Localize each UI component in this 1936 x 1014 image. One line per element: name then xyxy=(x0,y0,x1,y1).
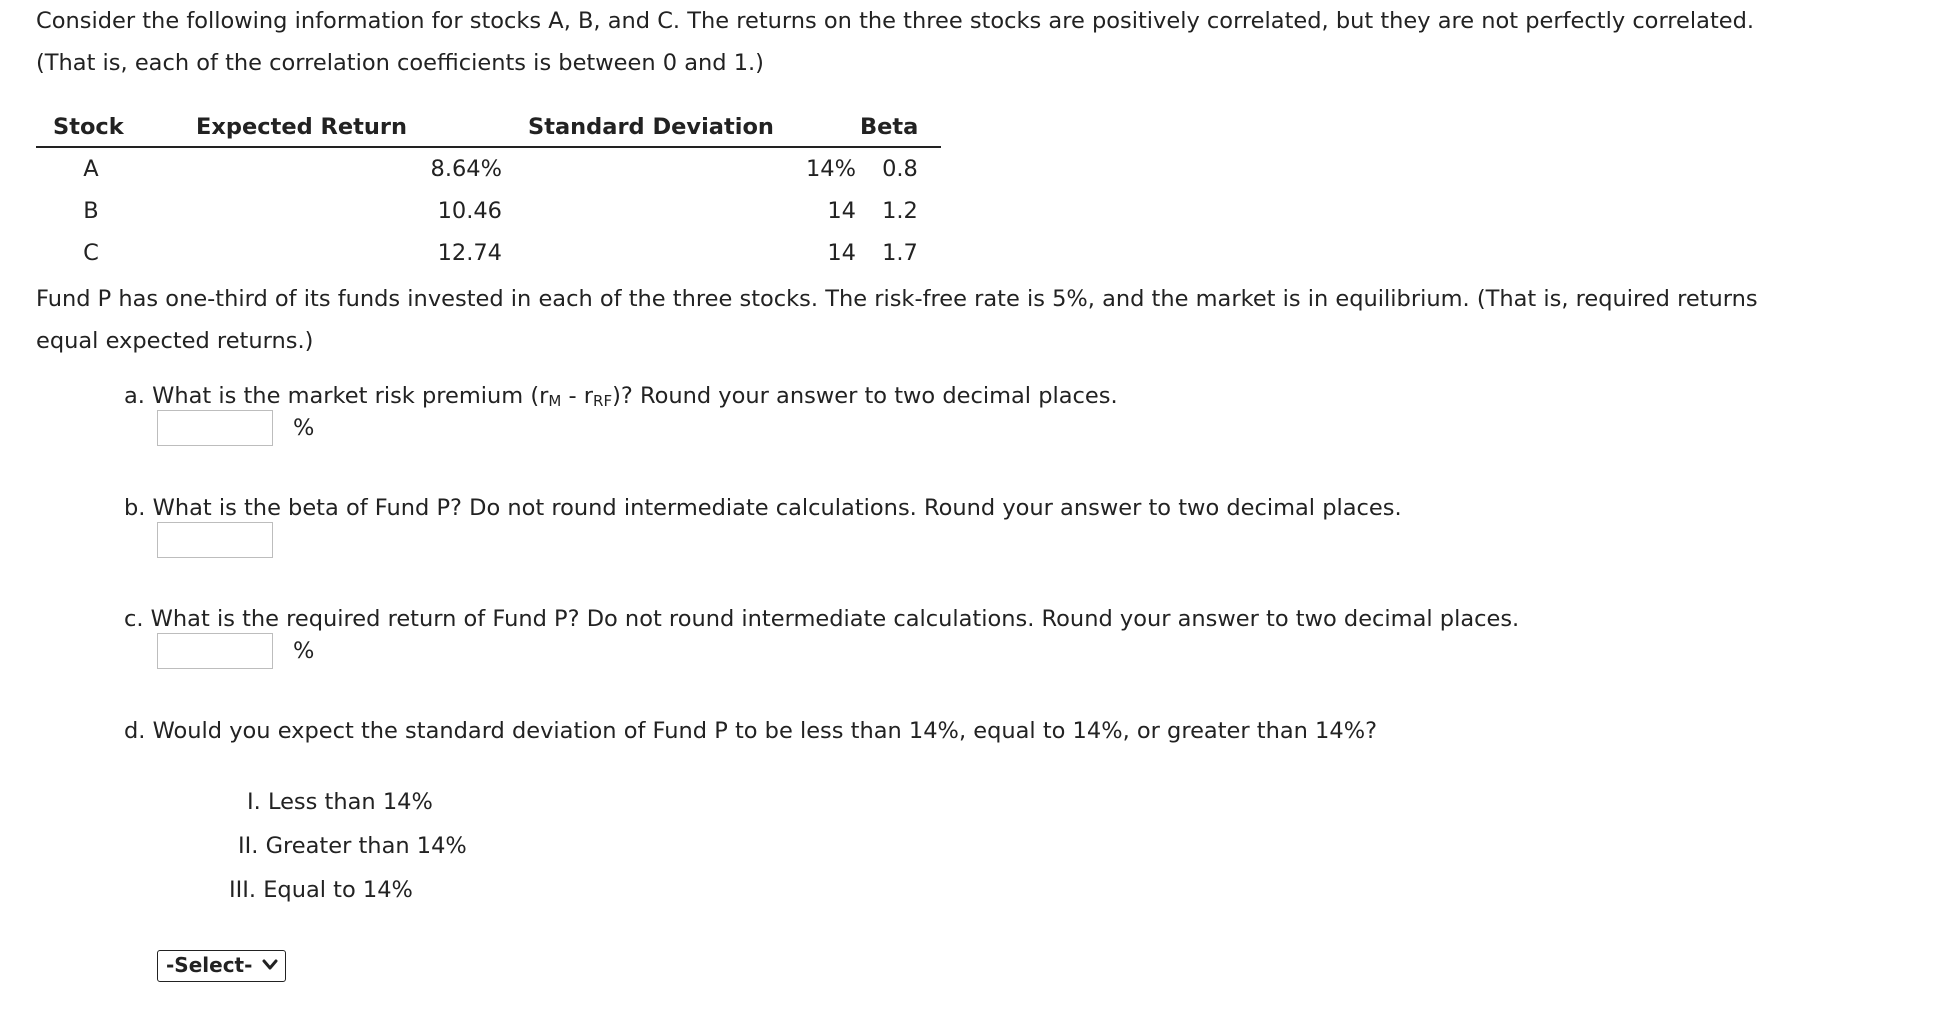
row-c-std-dev: 14 xyxy=(827,240,856,266)
option-1-numeral: I. xyxy=(247,789,261,815)
fund-info-line-1: Fund P has one-third of its funds invested in each of the three stocks. The risk-free rate is 5%, and the market is in equilibrium. (That is, required returns xyxy=(36,286,1758,312)
question-d-text: d. Would you expect the standard deviation of Fund P to be less than 14%, equal to 14%, or greater than 14%? xyxy=(124,718,1378,744)
question-a-text xyxy=(124,378,1118,414)
row-a-std-dev: 14% xyxy=(805,156,856,182)
row-a-expected-return: 8.64% xyxy=(430,156,502,182)
row-c-stock: C xyxy=(83,240,99,266)
intro-line-1: Consider the following information for stocks A, B, and C. The returns on the three stocks are positively correlated, but they are not perfectly correlated. xyxy=(36,8,1755,34)
option-2 xyxy=(238,828,467,864)
header-standard-deviation: Standard Deviation xyxy=(528,114,774,140)
row-b-stock: B xyxy=(83,198,99,224)
header-beta: Beta xyxy=(860,114,919,140)
question-a-text-after: )? Round your answer to two decimal places. xyxy=(612,383,1118,409)
option-1 xyxy=(247,784,433,820)
answer-c-unit: % xyxy=(293,638,315,664)
chevron-down-icon xyxy=(262,958,278,972)
question-a-subscript-rf: RF xyxy=(593,392,613,410)
answer-c-input[interactable] xyxy=(157,633,273,669)
row-a-stock: A xyxy=(83,156,99,182)
row-c-beta: 1.7 xyxy=(882,240,918,266)
answer-d-select-value: -Select- xyxy=(166,953,253,977)
fund-info-paragraph xyxy=(36,278,1758,362)
option-1-label: Less than 14% xyxy=(267,789,433,815)
answer-b-input[interactable] xyxy=(157,522,273,558)
option-3-numeral: III. xyxy=(229,877,257,903)
option-2-label: Greater than 14% xyxy=(265,833,467,859)
header-expected-return: Expected Return xyxy=(196,114,408,140)
answer-d-select[interactable] xyxy=(157,950,286,982)
answer-a-input[interactable] xyxy=(157,410,273,446)
fund-info-line-2: equal expected returns.) xyxy=(36,328,314,354)
intro-paragraph xyxy=(36,0,1754,84)
row-c-expected-return: 12.74 xyxy=(437,240,502,266)
stock-table xyxy=(36,104,941,274)
row-a-beta: 0.8 xyxy=(882,156,918,182)
row-b-beta: 1.2 xyxy=(882,198,918,224)
question-c-text: c. What is the required return of Fund P? Do not round intermediate calculations. Round your answer to two decimal places. xyxy=(124,606,1520,632)
question-b-text: b. What is the beta of Fund P? Do not round intermediate calculations. Round your answer to two decimal places. xyxy=(124,495,1402,521)
question-a-text-mid: - r xyxy=(561,383,594,409)
question-a-subscript-m: M xyxy=(548,392,562,410)
intro-line-2: (That is, each of the correlation coefficients is between 0 and 1.) xyxy=(36,50,764,76)
answer-a-unit: % xyxy=(293,415,315,441)
option-2-numeral: II. xyxy=(238,833,259,859)
row-b-std-dev: 14 xyxy=(827,198,856,224)
option-3 xyxy=(229,872,413,908)
row-b-expected-return: 10.46 xyxy=(437,198,502,224)
header-stock: Stock xyxy=(53,114,124,140)
question-a-text-before: a. What is the market risk premium (r xyxy=(124,383,549,409)
option-3-label: Equal to 14% xyxy=(263,877,413,903)
